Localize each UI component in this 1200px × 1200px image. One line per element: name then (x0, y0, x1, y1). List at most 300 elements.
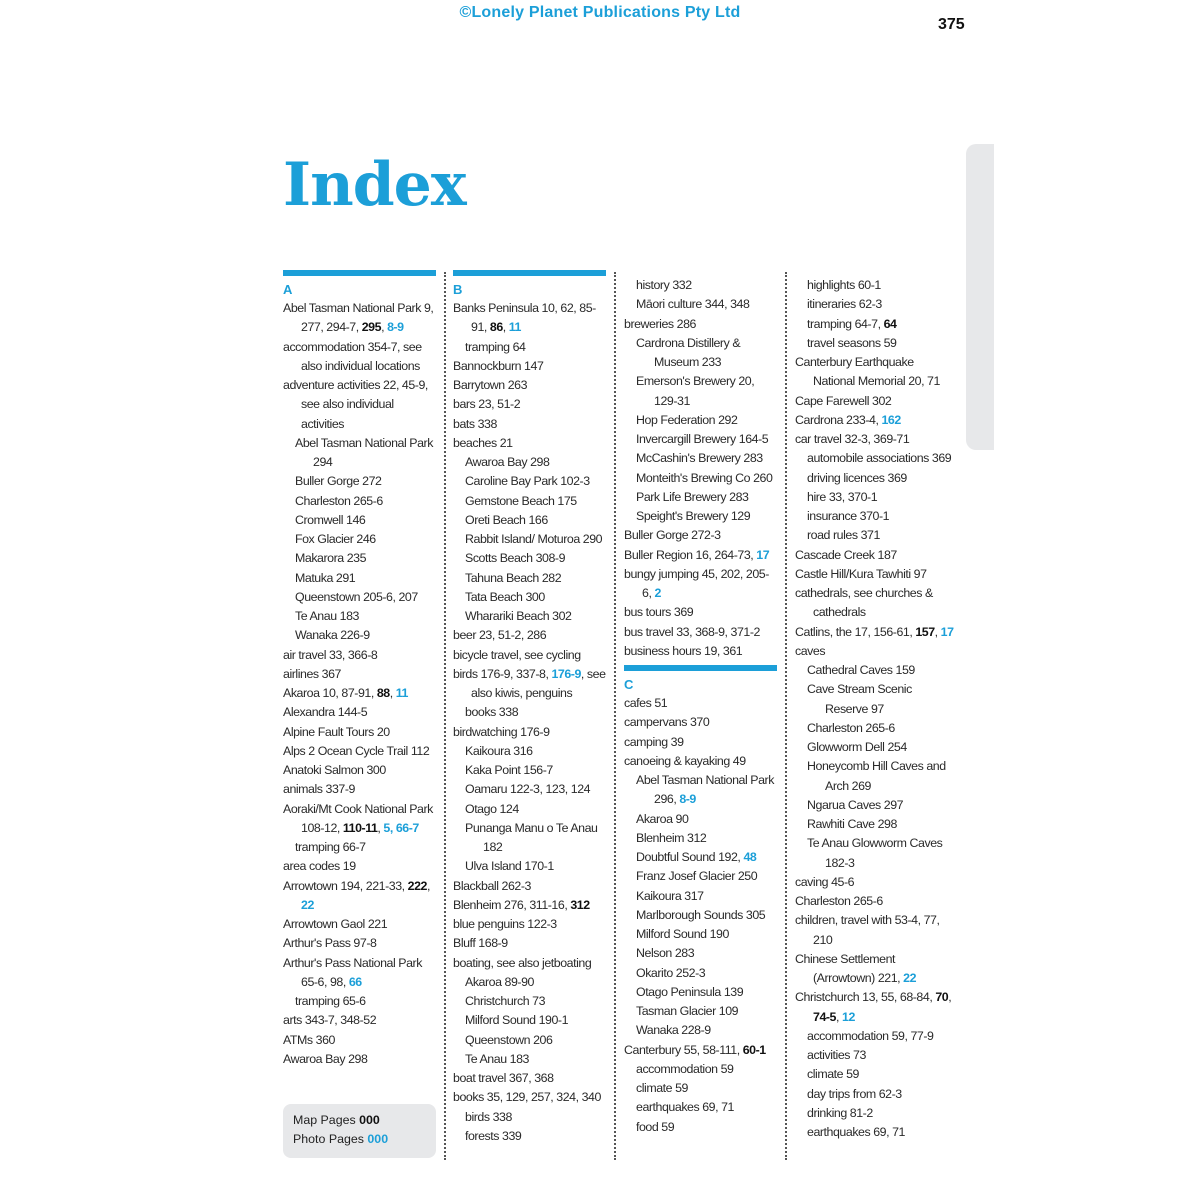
entry-text: Catlins, the 17, 156-61, (795, 624, 916, 639)
entry-text: bicycle travel, see cycling (453, 647, 581, 662)
entry-text: boating, see also jetboating (453, 955, 592, 970)
entry-text: Canterbury Earthquake National Memorial 20, 71 (795, 355, 940, 389)
index-entry (283, 1050, 436, 1069)
entry-text: tramping 64-7, (807, 316, 884, 331)
entry-text: Blenheim 312 (636, 830, 707, 845)
index-entry (624, 623, 777, 642)
index-entry (283, 665, 436, 684)
entry-text: cathedrals, see churches & cathedrals (795, 586, 933, 620)
index-column-1 (283, 266, 436, 1069)
map-page-ref: 157 (915, 624, 935, 639)
entry-text: Abel Tasman National Park 9, 277, 294-7, (283, 301, 434, 335)
entry-text: Doubtful Sound 192, (636, 850, 744, 864)
index-subentry (624, 276, 777, 295)
entry-text: Kaikoura 317 (636, 888, 704, 903)
index-entry (795, 411, 955, 430)
index-entry (795, 950, 955, 989)
index-subentry (795, 1085, 955, 1104)
entry-text: Wharariki Beach 302 (465, 609, 572, 623)
index-subentry (624, 430, 777, 449)
entry-text: tramping 64 (465, 339, 526, 354)
index-entry (453, 626, 606, 645)
photo-page-ref: 22 (301, 897, 314, 912)
entry-text: , (381, 320, 388, 335)
index-entry (453, 415, 606, 434)
index-entry (795, 873, 955, 892)
index-entry (283, 780, 436, 799)
entry-text: road rules 371 (807, 528, 880, 543)
entry-text: Akaroa 90 (636, 811, 689, 826)
index-subentry (795, 1065, 955, 1084)
entry-text: Emerson's Brewery 20, 129-31 (636, 374, 755, 408)
entry-text: Wanaka 228-9 (636, 1023, 711, 1038)
photo-pages-key: Photo Pages 000 (293, 1132, 389, 1146)
index-subentry (453, 530, 606, 549)
index-subentry (283, 511, 436, 530)
index-subentry (795, 1046, 955, 1065)
index-entry (283, 877, 436, 916)
map-page-ref: 222 (407, 878, 427, 893)
index-subentry (283, 472, 436, 491)
entry-text: activities 73 (807, 1048, 866, 1062)
index-subentry (795, 834, 955, 873)
section-rule (453, 270, 606, 276)
index-subentry (795, 276, 955, 295)
entry-text: Otago Peninsula 139 (636, 984, 744, 999)
entry-text: adventure activities 22, 45-9, see also individual activities (283, 378, 428, 431)
index-entry (283, 761, 436, 780)
entry-text: Arrowtown Gaol 221 (283, 917, 388, 931)
index-entry (795, 565, 955, 584)
index-subentry (624, 469, 777, 488)
map-page-ref: 64 (883, 316, 897, 331)
index-subentry (624, 507, 777, 526)
index-subentry (624, 964, 777, 983)
index-subentry (453, 511, 606, 530)
thumb-tab (966, 144, 994, 450)
entry-text: Wanaka 226-9 (295, 628, 370, 643)
entry-text: drinking 81-2 (807, 1105, 873, 1120)
index-entry (283, 684, 436, 703)
index-entry (795, 392, 955, 411)
index-subentry (795, 488, 955, 507)
index-subentry (795, 315, 955, 334)
index-subentry (624, 411, 777, 430)
entry-text: , (426, 878, 430, 893)
entry-text: Buller Gorge 272 (295, 474, 382, 489)
section-rule (283, 270, 436, 276)
entry-text: business hours 19, 361 (624, 643, 743, 658)
entry-text: Chinese Settlement (Arrowtown) 221, (795, 951, 904, 985)
entry-text: Christchurch 73 (465, 994, 546, 1008)
index-entry (453, 723, 606, 742)
entry-text: accommodation 59 (636, 1061, 734, 1076)
entry-text: Te Anau 183 (295, 609, 359, 623)
entry-text: Abel Tasman National Park 294 (295, 435, 433, 469)
entry-text: Alps 2 Ocean Cycle Trail 112 (283, 743, 430, 758)
entry-text: books 35, 129, 257, 324, 340 (453, 1090, 601, 1105)
photo-page-ref: 8-9 (679, 792, 696, 807)
entry-text: Arthur's Pass 97-8 (283, 936, 377, 951)
entry-text: campervans 370 (624, 715, 710, 730)
entry-text: Aoraki/Mt Cook National Park 108-12, (283, 801, 433, 835)
entry-text: earthquakes 69, 71 (636, 1100, 734, 1115)
entry-text: Oreti Beach 166 (465, 512, 548, 527)
entry-text: Glowworm Dell 254 (807, 740, 907, 754)
index-column-4 (795, 276, 955, 1142)
index-column-2 (453, 266, 606, 1146)
entry-text: accommodation 59, 77-9 (807, 1028, 934, 1043)
photo-page-ref: 11 (508, 320, 521, 335)
index-entry (624, 526, 777, 545)
entry-text: bars 23, 51-2 (453, 397, 521, 412)
entry-text: Kaka Point 156-7 (465, 763, 553, 777)
index-subentry (624, 1060, 777, 1079)
entry-text: Ulva Island 170-1 (465, 859, 554, 874)
index-subentry (624, 1021, 777, 1040)
map-page-ref: 110-11 (342, 820, 378, 835)
photo-page-ref: 17 (940, 624, 954, 639)
map-pages-key: Map Pages 000 (293, 1113, 380, 1127)
entry-text: Buller Region 16, 264-73, (624, 547, 757, 562)
index-subentry (453, 857, 606, 876)
index-subentry (795, 680, 955, 719)
index-subentry (795, 1123, 955, 1142)
photo-page-ref: 22 (903, 971, 917, 985)
index-subentry (624, 829, 777, 848)
section-letter: A (283, 282, 292, 297)
index-subentry (283, 607, 436, 626)
index-entry (453, 299, 606, 338)
entry-text: Matuka 291 (295, 570, 356, 585)
entry-text: Speight's Brewery 129 (636, 509, 751, 523)
entry-text: ATMs 360 (283, 1032, 335, 1047)
index-entry (624, 565, 777, 604)
entry-text: Te Anau Glowworm Caves 182-3 (807, 836, 943, 870)
entry-text: earthquakes 69, 71 (807, 1125, 905, 1139)
entry-text: caves (795, 643, 826, 658)
entry-text: Arrowtown 194, 221-33, (283, 878, 408, 893)
entry-text: Rawhiti Cave 298 (807, 817, 897, 831)
entry-text: Māori culture 344, 348 (636, 297, 750, 312)
index-subentry (795, 661, 955, 680)
entry-text: Hop Federation 292 (636, 412, 738, 427)
entry-text: Honeycomb Hill Caves and Arch 269 (807, 759, 946, 793)
index-subentry (453, 338, 606, 357)
entry-text: history 332 (636, 278, 692, 292)
index-entry (795, 584, 955, 623)
entry-text: Cape Farewell 302 (795, 393, 892, 408)
photo-page-ref: 8-9 (387, 320, 404, 335)
entry-text: Scotts Beach 308-9 (465, 551, 566, 566)
entry-text: Anatoki Salmon 300 (283, 763, 386, 777)
index-entry (795, 546, 955, 565)
index-subentry (453, 1127, 606, 1146)
entry-text: books 338 (465, 705, 519, 720)
entry-text: , see also kiwis, penguins (471, 666, 606, 700)
entry-text: Milford Sound 190-1 (465, 1013, 569, 1028)
index-subentry (453, 780, 606, 799)
section-letter: B (453, 282, 462, 297)
entry-text: Blenheim 276, 311-16, (453, 897, 571, 912)
photo-page-ref: 48 (743, 850, 757, 864)
index-entry (624, 713, 777, 732)
index-entry (453, 954, 606, 973)
index-entry (283, 742, 436, 761)
entry-text: Queenstown 205-6, 207 (295, 589, 418, 604)
entry-text: blue penguins 122-3 (453, 917, 557, 931)
entry-text: boat travel 367, 368 (453, 1071, 554, 1085)
entry-text: Cathedral Caves 159 (807, 663, 915, 677)
entry-text: Bannockburn 147 (453, 358, 544, 373)
index-entry (453, 1088, 606, 1107)
index-subentry (453, 1050, 606, 1069)
index-subentry (795, 1104, 955, 1123)
entry-text: day trips from 62-3 (807, 1086, 902, 1101)
column-divider (614, 272, 616, 1160)
entry-text: tramping 66-7 (295, 840, 366, 854)
index-subentry (795, 719, 955, 738)
entry-text: hire 33, 370-1 (807, 489, 878, 504)
entry-text: Punanga Manu o Te Anau 182 (465, 820, 598, 854)
column-divider (785, 272, 787, 1160)
index-subentry (624, 372, 777, 411)
entry-text: Barrytown 263 (453, 378, 528, 392)
photo-page-ref: 5, 66-7 (383, 820, 419, 835)
entry-text: Oamaru 122-3, 123, 124 (465, 782, 591, 797)
index-subentry (795, 295, 955, 314)
entry-text: Charleston 265-6 (795, 894, 883, 908)
index-subentry (453, 472, 606, 491)
index-subentry (795, 1027, 955, 1046)
entry-text: Banks Peninsula 10, 62, 85-91, (453, 301, 596, 335)
map-page-ref: 88 (376, 686, 390, 700)
photo-page-ref: 12 (842, 1009, 855, 1024)
index-title: Index (283, 150, 466, 220)
photo-page-ref: 2 (654, 586, 661, 600)
entry-text: canoeing & kayaking 49 (624, 753, 746, 768)
index-entry (624, 315, 777, 334)
index-subentry (453, 742, 606, 761)
index-subentry (795, 526, 955, 545)
entry-text: children, travel with 53-4, 77, 210 (795, 913, 940, 947)
index-entry (624, 642, 777, 661)
index-subentry (624, 810, 777, 829)
entry-text: , (934, 624, 941, 639)
entry-text: birds 176-9, 337-8, (453, 666, 552, 681)
index-entry (795, 353, 955, 392)
index-subentry (624, 449, 777, 468)
index-entry (453, 395, 606, 414)
index-subentry (283, 569, 436, 588)
index-subentry (624, 925, 777, 944)
entry-text: Arthur's Pass National Park 65-6, 98, (283, 955, 422, 989)
index-subentry (624, 1079, 777, 1098)
entry-text: Bluff 168-9 (453, 936, 508, 951)
entry-text: forests 339 (465, 1128, 522, 1143)
entry-text: Marlborough Sounds 305 (636, 907, 766, 922)
index-subentry (624, 295, 777, 314)
entry-text: bats 338 (453, 416, 497, 431)
index-subentry (283, 549, 436, 568)
index-subentry (624, 887, 777, 906)
photo-page-ref: 162 (881, 412, 901, 427)
index-subentry (453, 549, 606, 568)
index-subentry (453, 569, 606, 588)
map-page-ref: 312 (570, 897, 590, 912)
index-entry (283, 299, 436, 338)
entry-text: Invercargill Brewery 164-5 (636, 432, 769, 446)
entry-text: Charleston 265-6 (295, 493, 383, 508)
entry-text: , (836, 1009, 842, 1024)
entry-text: , (948, 990, 952, 1005)
index-subentry (624, 334, 777, 373)
index-column-3 (624, 276, 777, 1137)
index-entry (624, 1041, 777, 1060)
index-entry (795, 911, 955, 950)
entry-text: Akaroa 10, 87-91, (283, 686, 377, 700)
index-subentry (624, 1118, 777, 1137)
index-subentry (453, 1108, 606, 1127)
entry-text: Makarora 235 (295, 551, 367, 566)
entry-text: Cascade Creek 187 (795, 547, 897, 562)
entry-text: Cardrona Distillery & Museum 233 (636, 335, 741, 369)
index-entry (283, 915, 436, 934)
index-subentry (795, 738, 955, 757)
entry-text: cafes 51 (624, 696, 668, 710)
entry-text: beer 23, 51-2, 286 (453, 628, 547, 643)
index-entry (453, 877, 606, 896)
index-subentry (283, 588, 436, 607)
page-legend (283, 1104, 436, 1158)
index-subentry (795, 449, 955, 468)
index-entry (283, 703, 436, 722)
index-subentry (624, 944, 777, 963)
index-subentry (624, 488, 777, 507)
index-subentry (795, 334, 955, 353)
entry-text: itineraries 62-3 (807, 297, 882, 312)
index-entry (453, 357, 606, 376)
index-subentry (453, 800, 606, 819)
entry-text: Okarito 252-3 (636, 965, 706, 980)
entry-text: Te Anau 183 (465, 1051, 529, 1066)
entry-text: Monteith's Brewing Co 260 (636, 470, 773, 485)
photo-page-ref: 17 (756, 547, 770, 562)
index-entry (283, 934, 436, 953)
index-entry (795, 430, 955, 449)
entry-text: climate 59 (807, 1067, 859, 1082)
index-entry (453, 665, 606, 704)
entry-text: climate 59 (636, 1081, 688, 1095)
entry-text: bungy jumping 45, 202, 205-6, (624, 566, 769, 600)
entry-text: Ngarua Caves 297 (807, 797, 904, 812)
entry-text: birds 338 (465, 1109, 512, 1124)
index-subentry (453, 703, 606, 722)
entry-text: Caroline Bay Park 102-3 (465, 474, 590, 489)
entry-text: food 59 (636, 1119, 675, 1134)
entry-text: Otago 124 (465, 801, 519, 816)
entry-text: tramping 65-6 (295, 994, 366, 1008)
index-subentry (795, 507, 955, 526)
entry-text: Abel Tasman National Park 296, (636, 773, 774, 807)
entry-text: driving licences 369 (807, 470, 907, 485)
entry-text: Tahuna Beach 282 (465, 570, 562, 585)
entry-text: Awaroa Bay 298 (283, 1051, 368, 1066)
photo-page-ref: 66 (348, 974, 362, 989)
entry-text: , (389, 686, 396, 700)
index-entry (453, 934, 606, 953)
map-page-ref: 74-5 (813, 1009, 836, 1024)
index-entry (624, 733, 777, 752)
entry-text: highlights 60-1 (807, 278, 881, 292)
map-page-ref: 86 (489, 320, 503, 335)
entry-text: Christchurch 13, 55, 68-84, (795, 990, 936, 1005)
entry-text: Cave Stream Scenic Reserve 97 (807, 682, 912, 716)
entry-text: Cromwell 146 (295, 512, 366, 527)
index-subentry (283, 530, 436, 549)
entry-text: camping 39 (624, 734, 684, 749)
entry-text: Alexandra 144-5 (283, 705, 368, 720)
entry-text: area codes 19 (283, 859, 356, 874)
entry-text: Castle Hill/Kura Tawhiti 97 (795, 566, 927, 581)
index-subentry (453, 1011, 606, 1030)
index-entry (453, 376, 606, 395)
entry-text: bus tours 369 (624, 605, 694, 620)
index-subentry (795, 796, 955, 815)
entry-text: Queenstown 206 (465, 1032, 553, 1047)
entry-text: bus travel 33, 368-9, 371-2 (624, 624, 760, 639)
index-subentry (283, 626, 436, 645)
index-entry (795, 623, 955, 642)
entry-text: Franz Josef Glacier 250 (636, 869, 758, 884)
index-entry (453, 896, 606, 915)
index-subentry (624, 1098, 777, 1117)
entry-text: car travel 32-3, 369-71 (795, 432, 910, 446)
index-subentry (283, 838, 436, 857)
entry-text: accommodation 354-7, see also individual locations (283, 339, 422, 373)
entry-text: insurance 370-1 (807, 509, 890, 523)
section-letter: C (624, 677, 633, 692)
index-subentry (624, 867, 777, 886)
index-entry (283, 954, 436, 993)
entry-text: air travel 33, 366-8 (283, 647, 378, 662)
index-subentry (283, 492, 436, 511)
index-entry (624, 603, 777, 622)
entry-text: Gemstone Beach 175 (465, 493, 577, 508)
index-entry (453, 1069, 606, 1088)
map-page-ref: 60-1 (742, 1042, 766, 1057)
entry-text: Canterbury 55, 58-111, (624, 1042, 743, 1057)
column-divider (444, 272, 446, 1160)
index-entry (283, 1011, 436, 1030)
index-subentry (624, 1002, 777, 1021)
index-subentry (453, 607, 606, 626)
index-subentry (453, 761, 606, 780)
index-entry (283, 857, 436, 876)
index-subentry (453, 588, 606, 607)
entry-text: Akaroa 89-90 (465, 974, 534, 989)
index-entry (453, 915, 606, 934)
index-entry (283, 1031, 436, 1050)
photo-page-ref: 176-9 (551, 666, 581, 681)
page-number: 375 (938, 16, 965, 33)
entry-text: , (377, 820, 384, 835)
entry-text: Rabbit Island/ Moturoa 290 (465, 532, 603, 546)
index-subentry (624, 848, 777, 867)
entry-text: arts 343-7, 348-52 (283, 1013, 377, 1028)
index-subentry (795, 469, 955, 488)
entry-text: automobile associations 369 (807, 451, 952, 466)
